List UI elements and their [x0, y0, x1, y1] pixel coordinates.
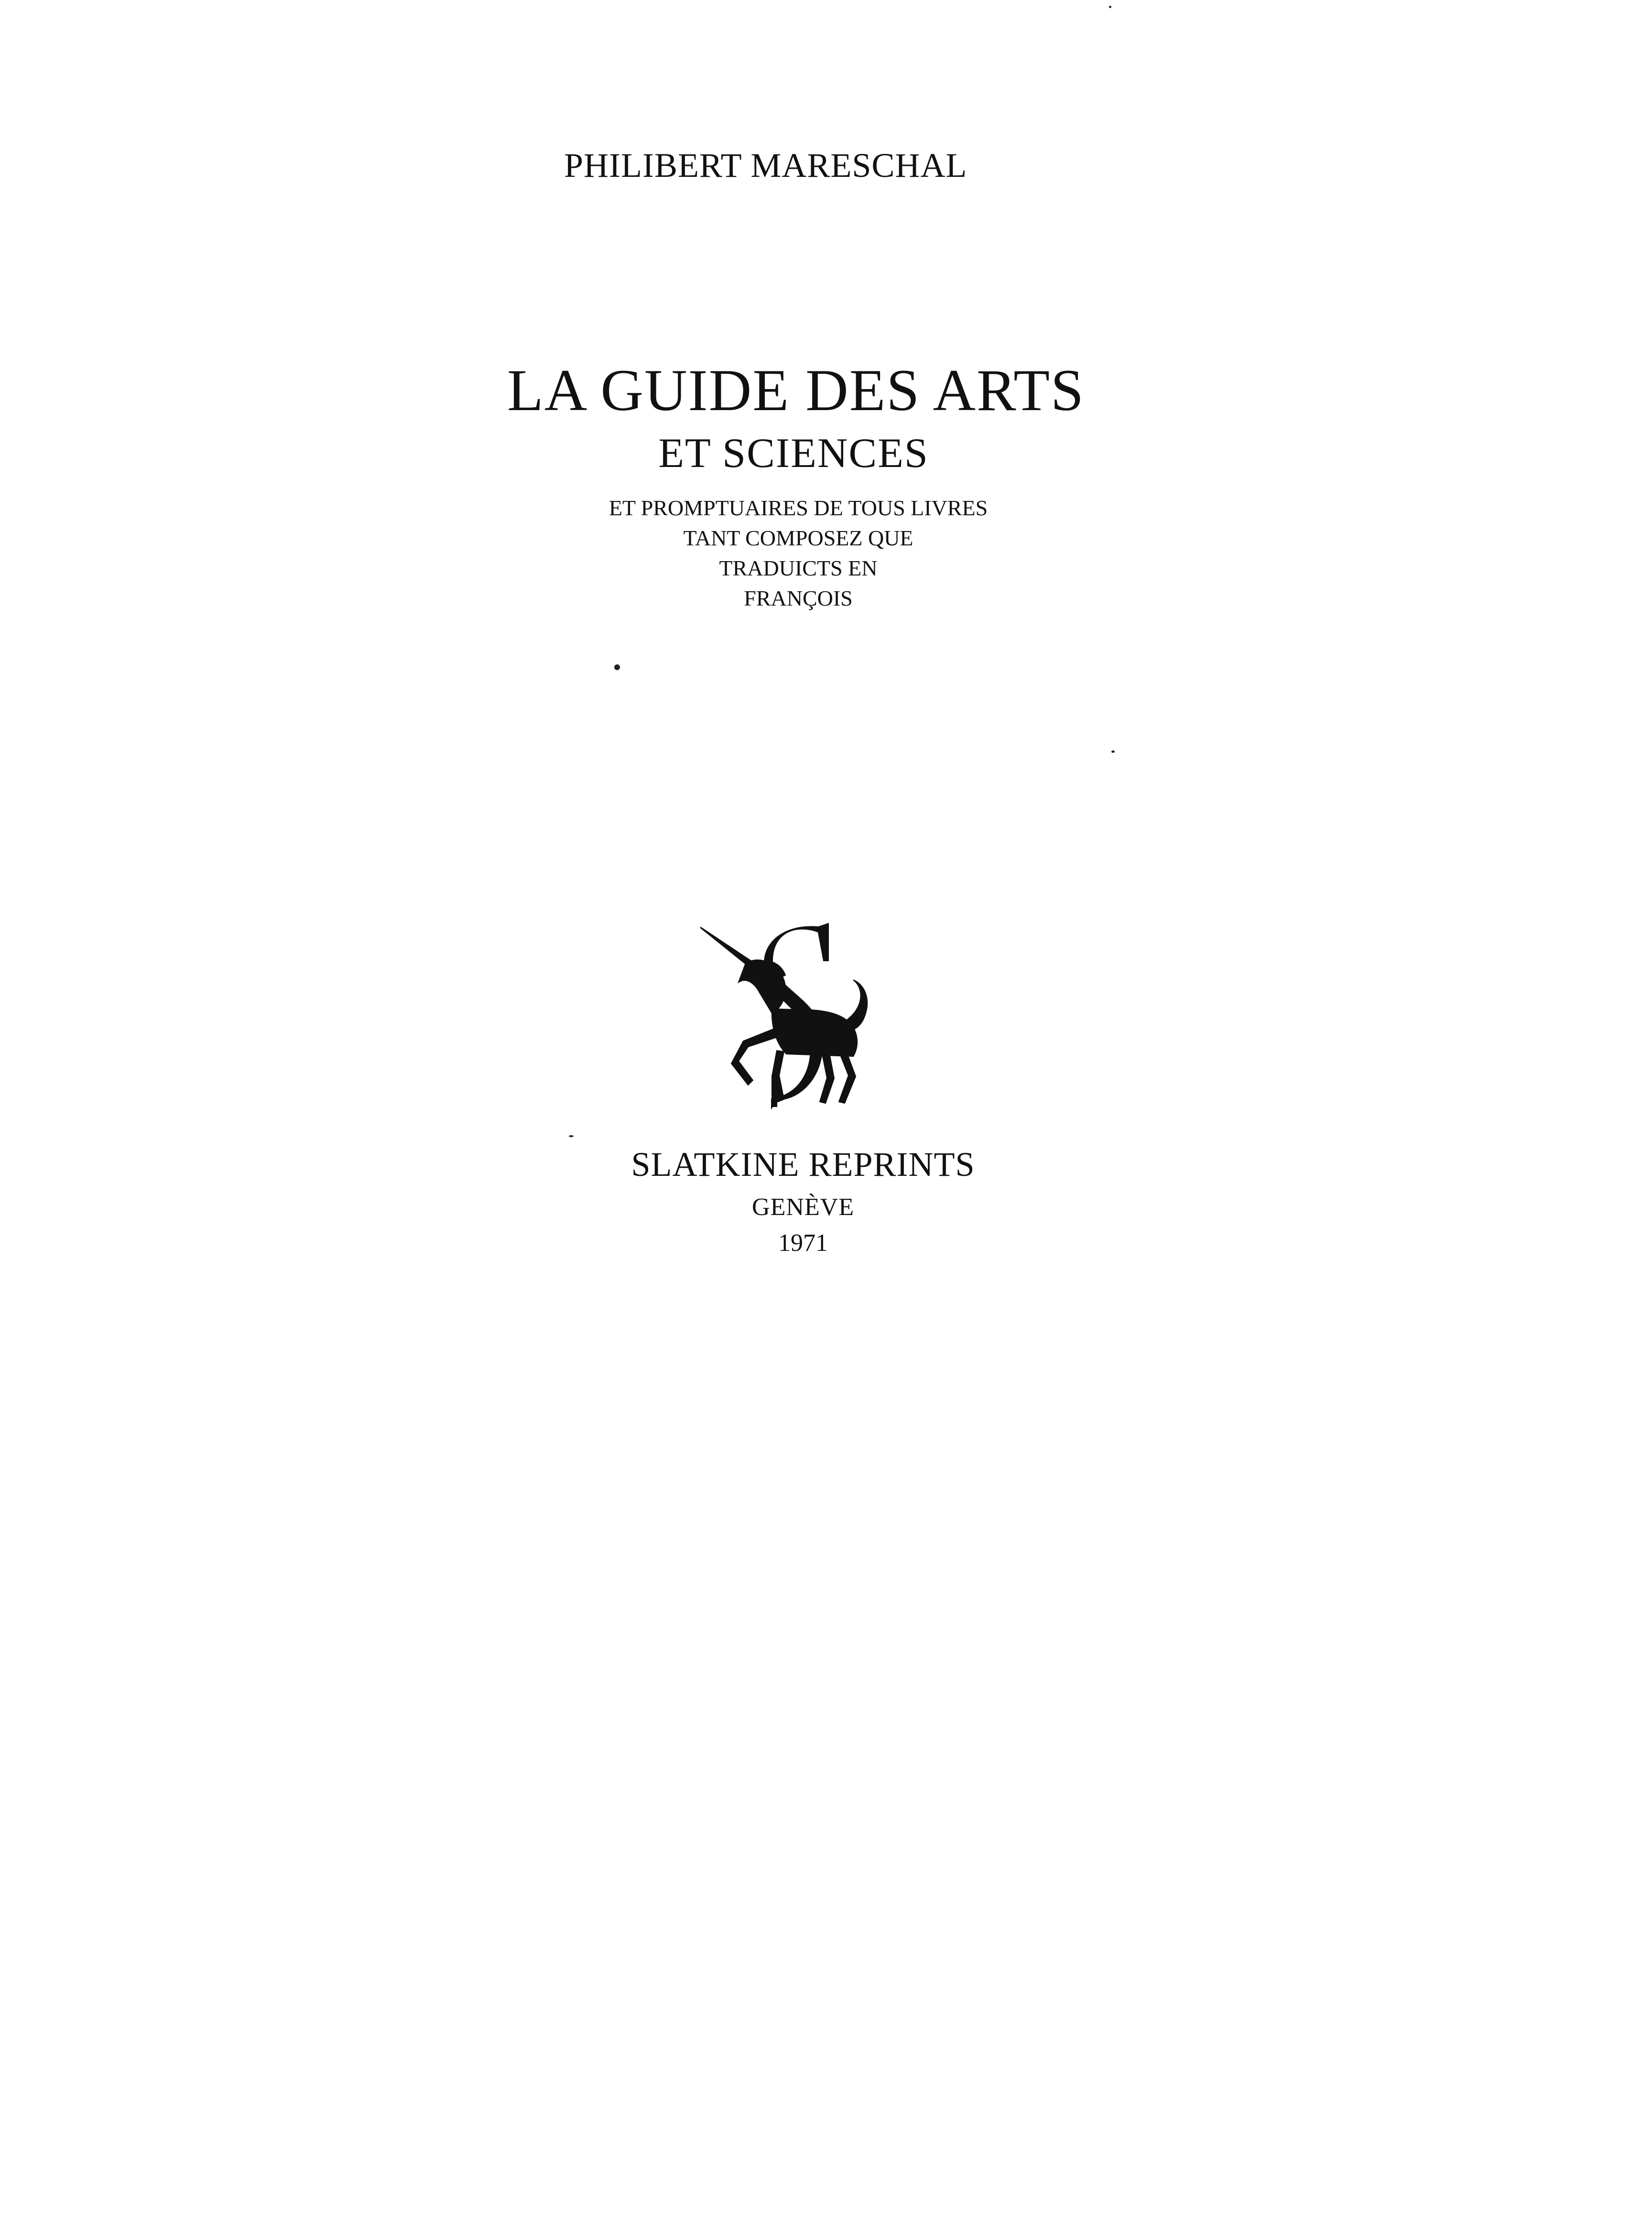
publication-year: 1971	[778, 1229, 828, 1257]
print-speck	[569, 1135, 574, 1137]
publisher-city: GENÈVE	[752, 1194, 854, 1221]
unicorn-s-monogram-icon	[700, 918, 891, 1118]
author-name: PHILIBERT MARESCHAL	[564, 146, 967, 185]
subtitle-line: TRADUICTS EN	[719, 556, 878, 580]
print-speck	[1109, 6, 1111, 8]
subtitle-line: FRANÇOIS	[744, 586, 853, 610]
book-title: LA GUIDE DES ARTS	[507, 358, 1085, 423]
book-title-continued: ET SCIENCES	[658, 430, 929, 477]
print-speck	[1111, 750, 1115, 753]
subtitle-line: TANT COMPOSEZ QUE	[683, 526, 913, 550]
publisher-name: SLATKINE REPRINTS	[631, 1145, 975, 1183]
subtitle-line: ET PROMPTUAIRES DE TOUS LIVRES	[609, 496, 988, 520]
print-speck	[614, 664, 620, 670]
